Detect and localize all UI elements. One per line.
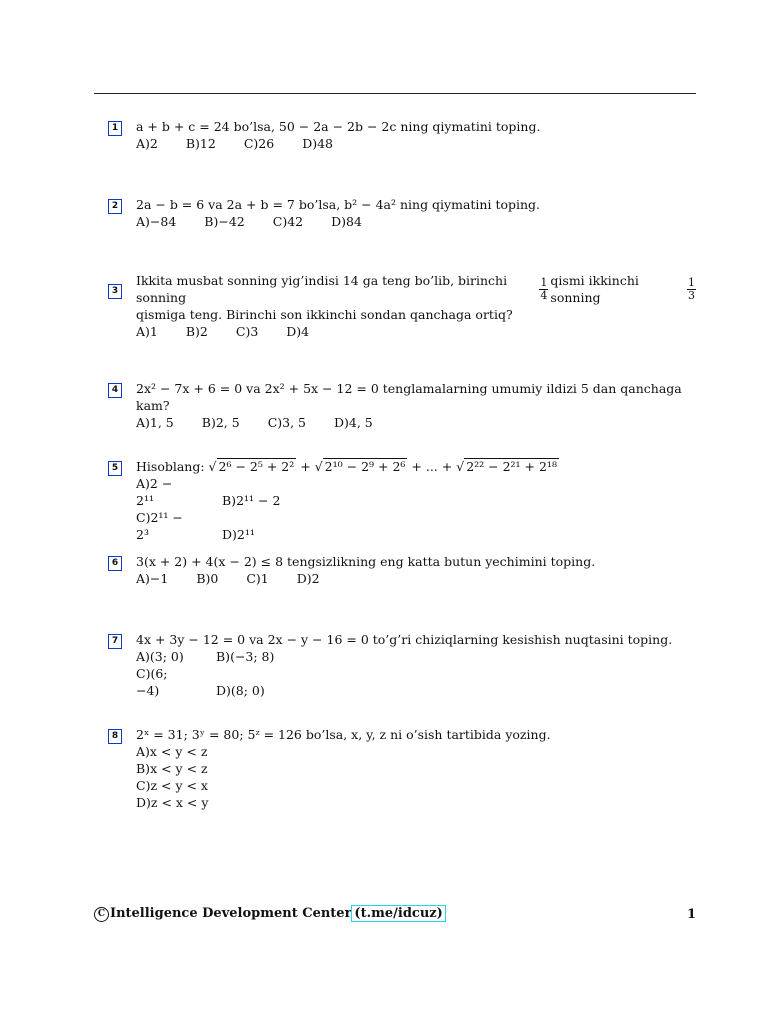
problem-text: qismi ikkinchi sonning <box>550 273 639 305</box>
options <box>136 414 698 431</box>
problem-text: 2x² − 7x + 6 = 0 va 2x² + 5x − 12 = 0 tenglamalarning umumiy ildizi 5 dan qanchaga kam? <box>136 381 682 413</box>
problem-text: Ikkita musbat sonning yig’indisi 14 ga teng bo’lib, birinchi sonning <box>136 273 508 305</box>
option-a: A)2 − 2¹¹ <box>136 476 173 508</box>
ellipsis: + ... + <box>411 459 453 474</box>
option-c: C)3, 5 <box>267 415 306 430</box>
fraction-one-third <box>687 277 696 302</box>
sqrt-term-3: √ 2²² − 2²¹ + 2¹⁸ <box>456 459 557 474</box>
problem-5 <box>108 458 698 543</box>
problem-text: a + b + c = 24 bo’lsa, 50 − 2a − 2b − 2c ning qiymatini toping. <box>136 119 541 134</box>
options <box>136 213 698 230</box>
problem-text-line1 <box>136 272 698 306</box>
problem-number: 3 <box>108 284 122 299</box>
sqrt-term-2: √ 2¹⁰ − 2⁹ + 2⁶ <box>314 459 406 474</box>
option-b: B)0 <box>196 571 219 586</box>
options <box>136 135 698 152</box>
header-rule <box>94 93 696 94</box>
option-c: C)1 <box>246 571 269 586</box>
option-d: D)2 <box>296 571 320 586</box>
option-b: B)(−3; 8) <box>216 649 275 664</box>
problem-text-line2: qismiga teng. Birinchi son ikkinchi sondan qanchaga ortiq? <box>136 307 513 322</box>
fraction-denominator: 4 <box>540 288 548 302</box>
option-a: A)−84 <box>136 214 177 229</box>
options-row-2 <box>136 509 698 543</box>
problem-text: 4x + 3y − 12 = 0 va 2x − y − 16 = 0 to’g’ri chiziqlarning kesishish nuqtasini toping. <box>136 632 673 647</box>
option-a: A)1, 5 <box>136 415 174 430</box>
problem-8 <box>108 726 698 811</box>
option-b: B)−42 <box>204 214 245 229</box>
problem-7 <box>108 631 698 699</box>
option-d: D)(8; 0) <box>216 683 265 698</box>
problem-number: 4 <box>108 383 122 398</box>
fraction-numerator: 1 <box>688 275 695 289</box>
option-c: C)z < y < x <box>136 778 208 793</box>
option-a: A)−1 <box>136 571 169 586</box>
option-a: A)2 <box>136 136 158 151</box>
problem-text: 3(x + 2) + 4(x − 2) ≤ 8 tengsizlikning eng katta butun yechimini toping. <box>136 554 596 569</box>
option-c: C)(6; −4) <box>136 666 168 698</box>
option-d: D)z < x < y <box>136 795 209 810</box>
fraction-denominator: 3 <box>688 288 695 302</box>
problem-expression <box>136 458 698 475</box>
problem-number: 5 <box>108 461 122 476</box>
telegram-link[interactable]: (t.me/idcuz) <box>351 905 445 922</box>
footer-credit <box>94 906 446 922</box>
problem-number: 7 <box>108 634 122 649</box>
option-b: B)2¹¹ − 2 <box>222 493 281 508</box>
problem-text: 2a − b = 6 va 2a + b = 7 bo’lsa, b² − 4a² ning qiymatini toping. <box>136 197 541 212</box>
option-a: A)(3; 0) <box>136 649 184 664</box>
problem-number: 1 <box>108 121 122 136</box>
option-c: C)2¹¹ − 2³ <box>136 510 183 542</box>
options-row-2 <box>136 665 698 699</box>
plus-sign: + <box>300 459 311 474</box>
options <box>136 323 698 340</box>
option-d: D)84 <box>331 214 362 229</box>
problem-text: 2ˣ = 31; 3ʸ = 80; 5ᶻ = 126 bo’lsa, x, y, z ni o’sish tartibida yozing. <box>136 727 551 742</box>
option-c: C)42 <box>272 214 304 229</box>
radicand: 2⁶ − 2⁵ + 2² <box>218 459 295 474</box>
option-b: B)2, 5 <box>201 415 240 430</box>
option-b: B)12 <box>185 136 216 151</box>
organization-name: Intelligence Development Center <box>110 906 352 921</box>
options <box>136 570 698 587</box>
problem-number: 8 <box>108 729 122 744</box>
problem-6 <box>108 553 698 587</box>
option-d: D)4 <box>286 324 310 339</box>
option-b: B)x < y < z <box>136 761 208 776</box>
options-row-1 <box>136 475 698 509</box>
problem-1 <box>108 118 698 152</box>
option-a: A)1 <box>136 324 158 339</box>
problem-number: 2 <box>108 199 122 214</box>
option-d: D)4, 5 <box>333 415 373 430</box>
option-c: C)3 <box>235 324 259 339</box>
problem-4 <box>108 380 698 431</box>
radicand: 2²² − 2²¹ + 2¹⁸ <box>466 459 557 474</box>
fraction-one-quarter <box>539 277 548 302</box>
option-d: D)48 <box>302 136 333 151</box>
option-c: C)26 <box>243 136 275 151</box>
option-b: B)2 <box>185 324 208 339</box>
options-row-1 <box>136 648 698 665</box>
fraction-numerator: 1 <box>540 275 548 289</box>
sqrt-term-1: √ 2⁶ − 2⁵ + 2² <box>208 459 295 474</box>
problem-2 <box>108 196 698 230</box>
option-a: A)x < y < z <box>136 744 208 759</box>
copyright-icon: C <box>94 907 109 922</box>
page-number: 1 <box>686 906 696 922</box>
problem-3 <box>108 272 698 340</box>
problem-label: Hisoblang: <box>136 459 205 474</box>
problem-number: 6 <box>108 556 122 571</box>
page-footer <box>94 906 696 922</box>
option-d: D)2¹¹ <box>222 527 255 542</box>
radicand: 2¹⁰ − 2⁹ + 2⁶ <box>324 459 406 474</box>
